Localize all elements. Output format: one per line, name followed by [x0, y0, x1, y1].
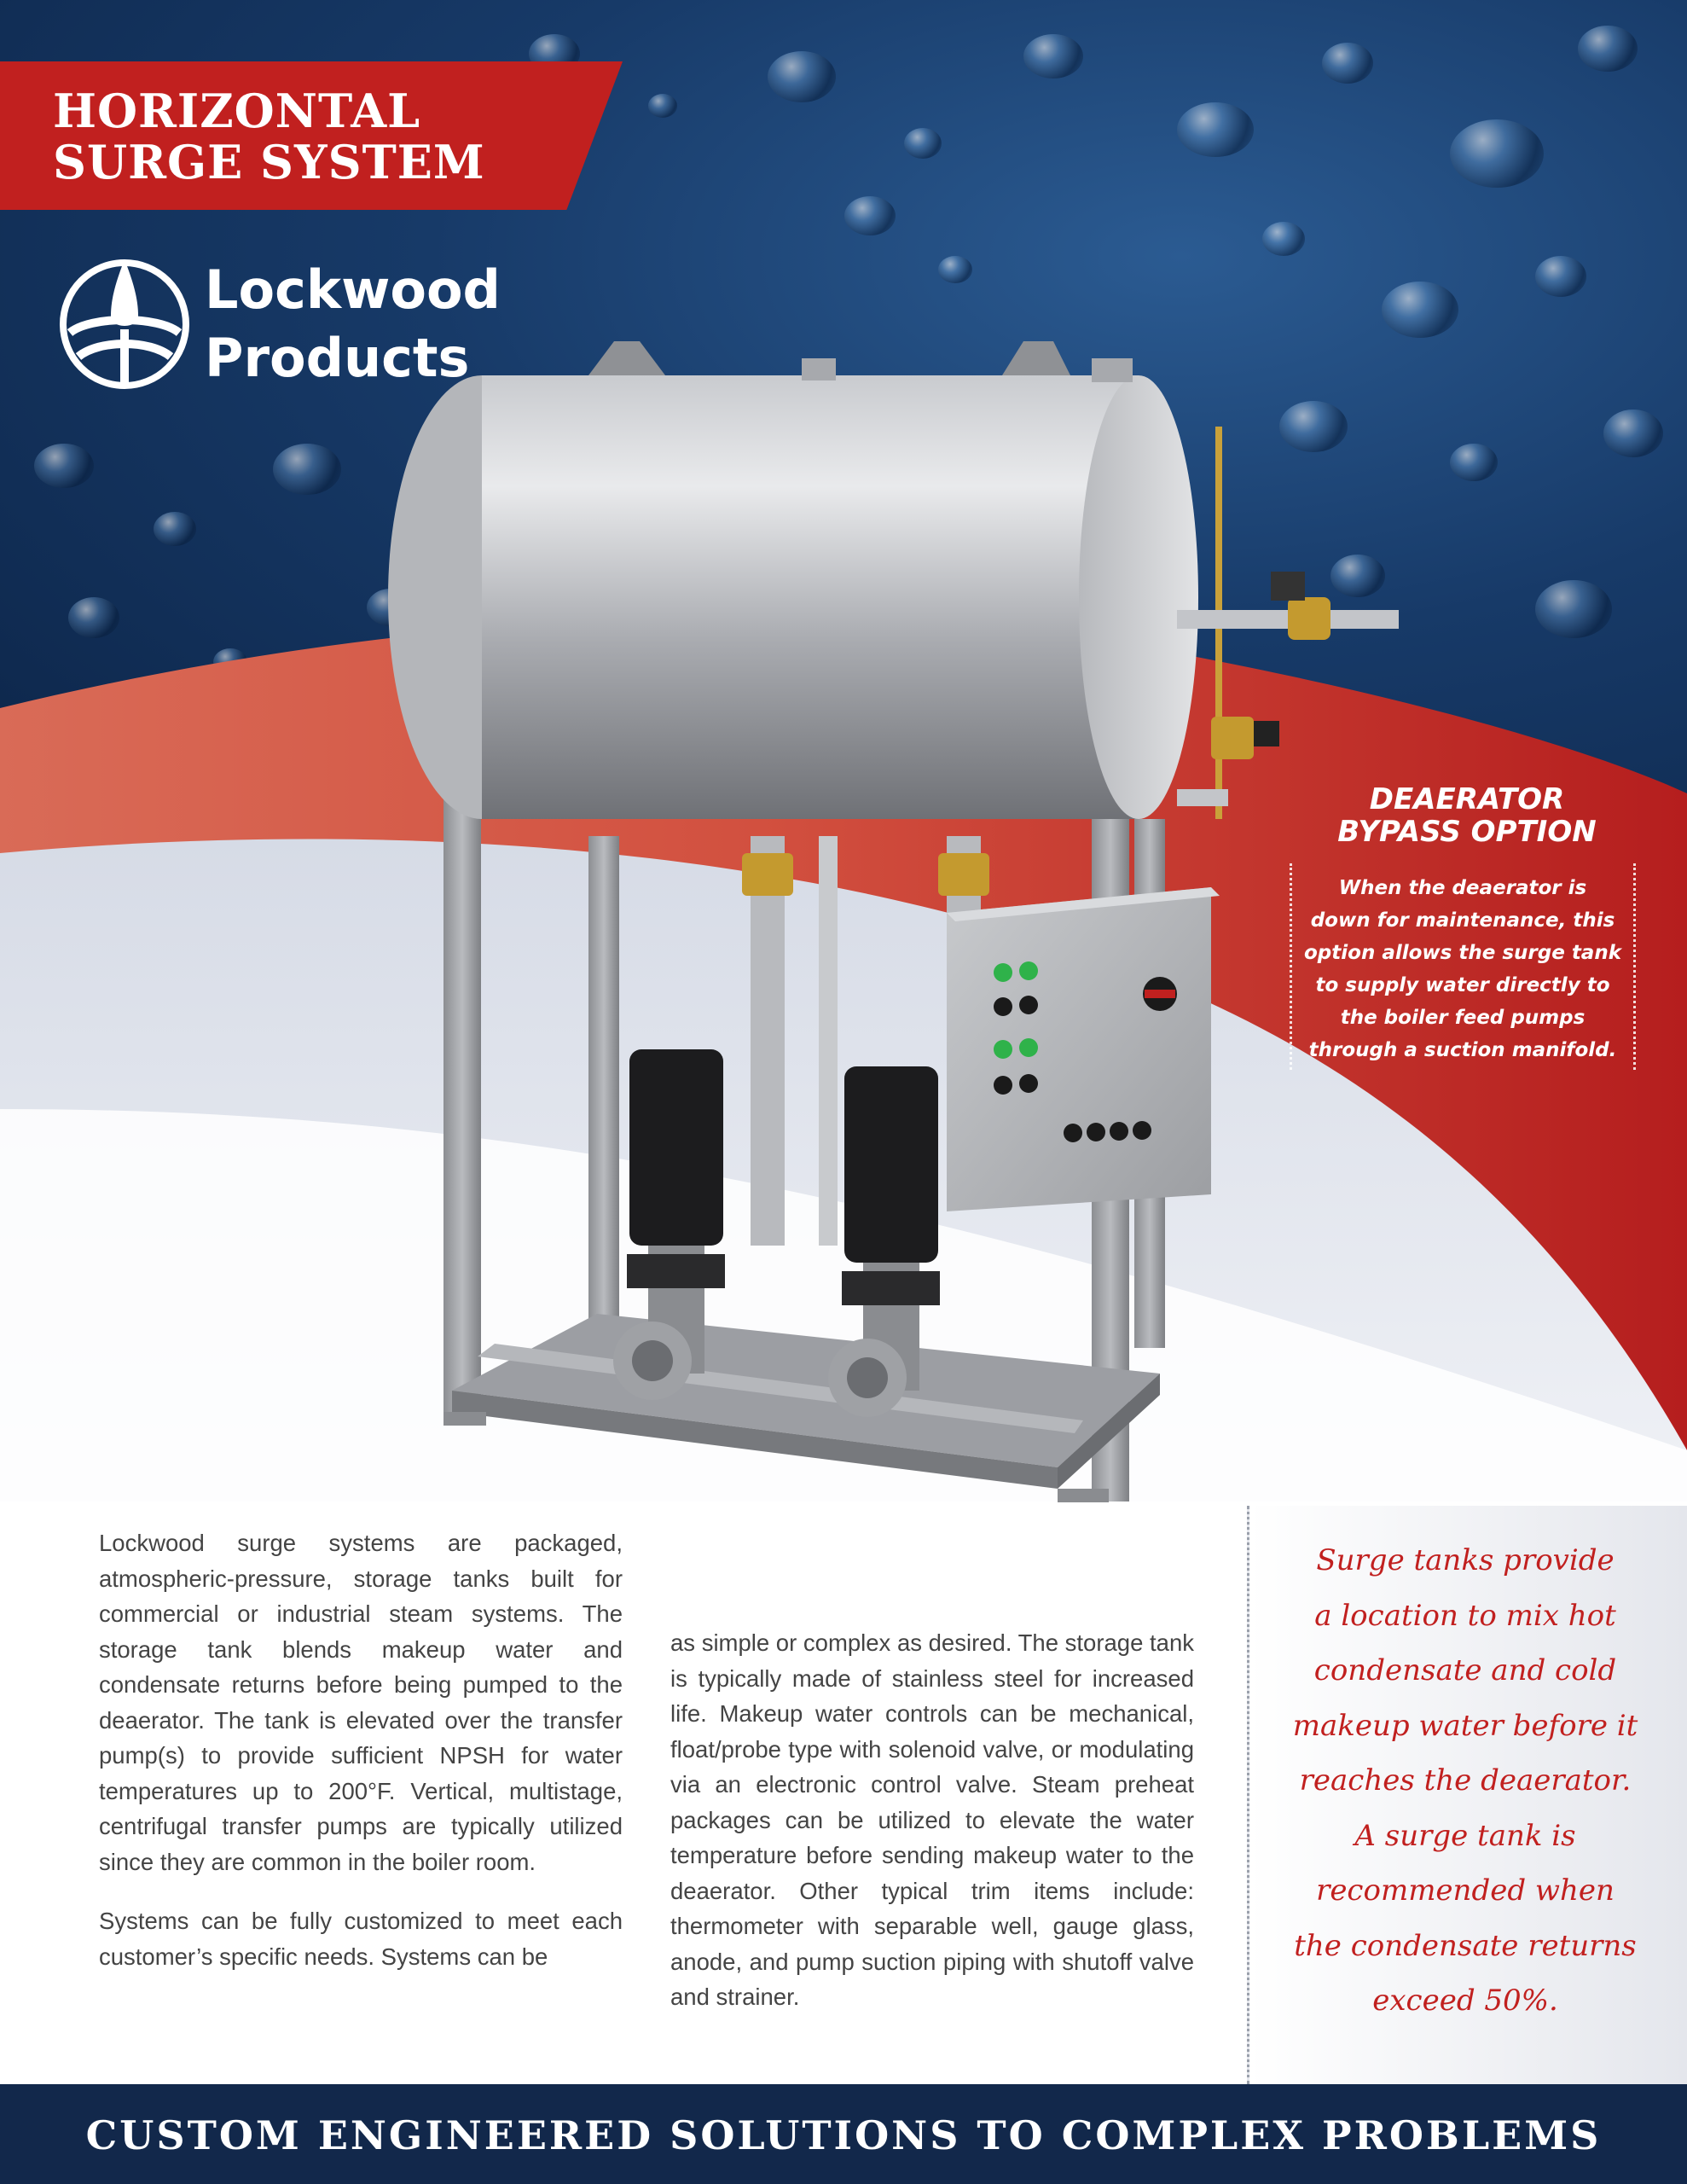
quote-line: makeup water before it [1292, 1708, 1638, 1743]
body-paragraph: Systems can be fully customized to meet each customer’s specific needs. Systems can be [99, 1908, 623, 1970]
body-column-right [670, 1625, 1194, 2039]
footer-tagline: CUSTOM ENGINEERED SOLUTIONS TO COMPLEX PROBLEMS [85, 2112, 1602, 2158]
quote-line: recommended when [1316, 1873, 1615, 1908]
callout-line: to supply water directly to [1315, 974, 1610, 996]
callout-title-line-2: BYPASS OPTION [1337, 815, 1597, 849]
brand-line-1: Lockwood [205, 258, 501, 321]
body-column-left [99, 1525, 623, 1998]
callout-title-line-1: DEAERATOR [1369, 782, 1565, 816]
lockwood-logo-icon [56, 247, 193, 397]
quote-line: the condensate returns [1294, 1928, 1637, 1963]
callout-line: down for maintenance, this [1310, 909, 1615, 932]
callout-line: the boiler feed pumps [1340, 1007, 1586, 1029]
quote-line: a location to mix hot [1314, 1598, 1616, 1633]
callout-line: option allows the surge tank [1304, 942, 1621, 964]
quote-line: A surge tank is [1354, 1818, 1576, 1853]
pull-quote [1261, 1533, 1670, 2029]
callout-line: through a suction manifold. [1308, 1039, 1617, 1061]
title-line-1: HORIZONTAL [53, 84, 421, 138]
page-title [53, 85, 485, 188]
body-paragraph: as simple or complex as desired. The storage tank is typically made of stainless steel for increased life. Makeup water controls can be mechanical, float/probe type with solenoid valve, or modulating via an electronic control valve. Steam preheat packages can be utilized to elevate the water temperature before sending makeup water to the deaerator. Other typical trim items include: thermometer with separable well, gauge glass, anode, and pump suction piping with shutoff valve and strainer. [670, 1629, 1194, 2010]
body-paragraph: Lockwood surge systems are packaged, atmospheric-pressure, storage tanks built for commercial or industrial steam systems. The storage tank blends makeup water and condensate returns before being pumped to the deaerator. The tank is elevated over the transfer pump(s) to provide sufficient NPSH for water temperatures up to 200°F. Vertical, multistage, centrifugal transfer pumps are typically utilized since they are common in the boiler room. [99, 1530, 623, 1875]
callout-title [1296, 783, 1638, 848]
brand-line-2: Products [205, 327, 470, 389]
quote-line: reaches the deaerator. [1299, 1763, 1632, 1798]
quote-line: condensate and cold [1313, 1653, 1617, 1687]
quote-line: Surge tanks provide [1316, 1543, 1615, 1577]
callout-line: When the deaerator is [1338, 877, 1587, 899]
brand-name [205, 256, 501, 392]
quote-line: exceed 50%. [1372, 1984, 1558, 2018]
title-line-2: SURGE SYSTEM [53, 135, 485, 189]
callout-text [1301, 872, 1625, 1066]
